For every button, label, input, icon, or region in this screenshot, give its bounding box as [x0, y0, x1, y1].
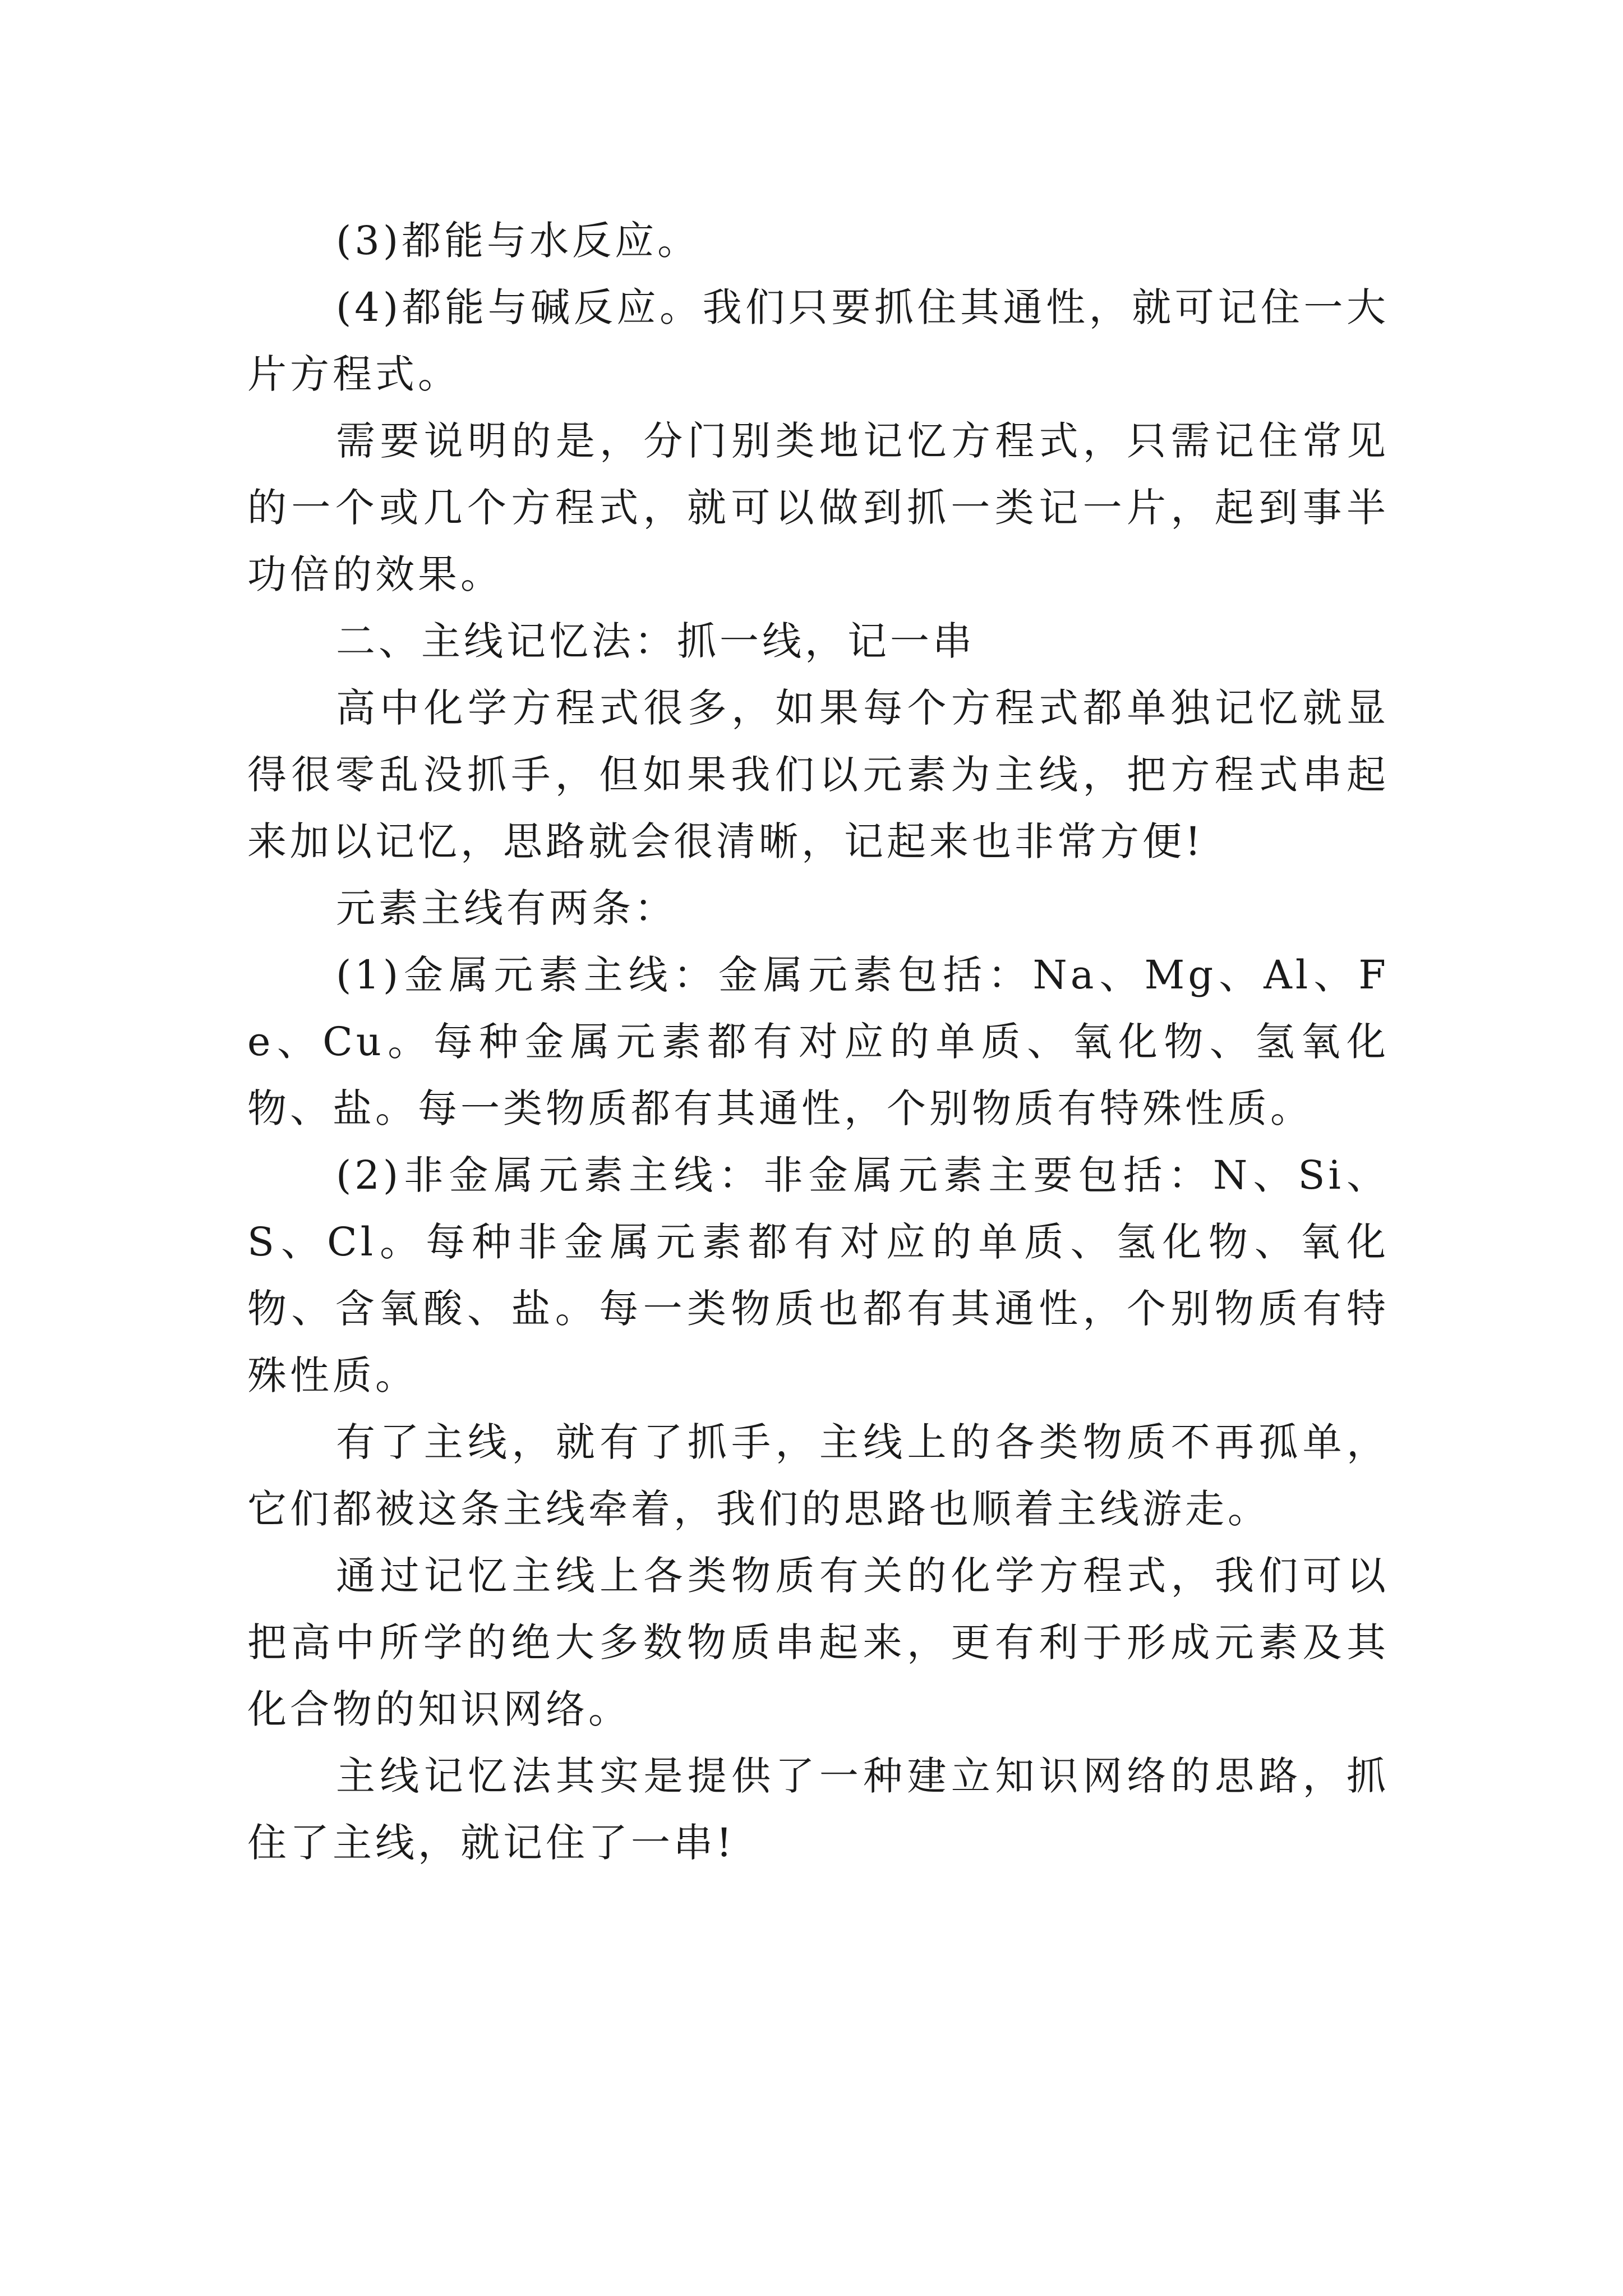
section-heading-mainline-method: 二、主线记忆法：抓一线，记一串 [336, 618, 975, 664]
paragraph-nonmetal-mainline: (2)非金属元素主线：非金属元素主要包括：N、Si、S、Cl。每种非金属元素都有对应的单质、氢化物、氧化物、含氧酸、盐。每一类物质也都有其通性，个别物质有特殊性质。 [247, 1152, 1389, 1398]
paragraph-knowledge-network: 通过记忆主线上各类物质有关的化学方程式，我们可以把高中所学的绝大多数物质串起来，更有利于形成元素及其化合物的知识网络。 [247, 1553, 1389, 1732]
document-body [247, 208, 1389, 1876]
paragraph-conclusion: 主线记忆法其实是提供了一种建立知识网络的思路，抓住了主线，就记住了一串! [247, 1753, 1389, 1866]
paragraph-metal-mainline: (1)金属元素主线：金属元素包括：Na、Mg、Al、Fe、Cu。每种金属元素都有对应的单质、氧化物、氢氧化物、盐。每一类物质都有其通性，个别物质有特殊性质。 [247, 952, 1389, 1131]
paragraph-item-3-water: (3)都能与水反应。 [336, 218, 700, 264]
paragraph-mainline-intro: 高中化学方程式很多，如果每个方程式都单独记忆就显得很零乱没抓手，但如果我们以元素为主线，把方程式串起来加以记忆，思路就会很清晰，记起来也非常方便! [247, 685, 1389, 864]
paragraph-two-mainlines: 元素主线有两条： [336, 885, 677, 931]
paragraph-mainline-benefit: 有了主线，就有了抓手，主线上的各类物质不再孤单，它们都被这条主线牵着，我们的思路也顺着主线游走。 [247, 1419, 1389, 1532]
paragraph-classification-note: 需要说明的是，分门别类地记忆方程式，只需记住常见的一个或几个方程式，就可以做到抓一类记一片，起到事半功倍的效果。 [247, 418, 1389, 597]
paragraph-item-4-base: (4)都能与碱反应。我们只要抓住其通性，就可记住一大片方程式。 [247, 284, 1389, 397]
